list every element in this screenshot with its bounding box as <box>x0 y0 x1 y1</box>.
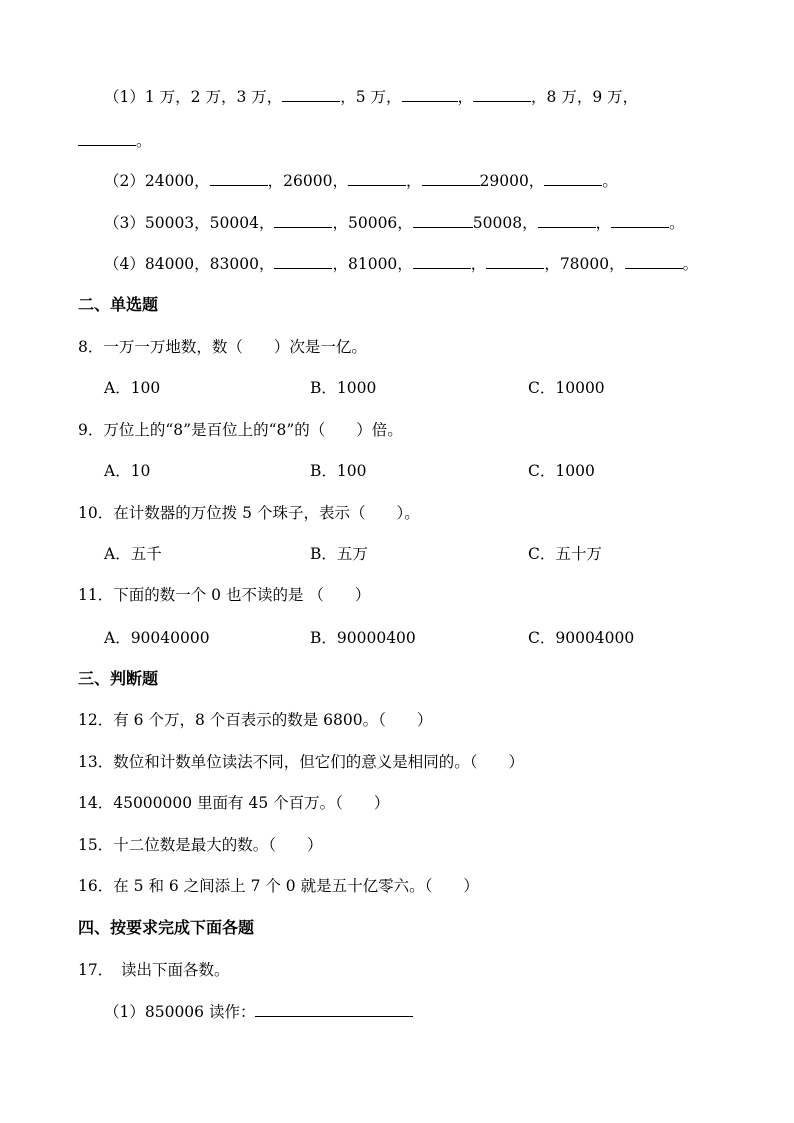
fill-question-4 <box>104 254 698 274</box>
answer-blank[interactable] <box>255 1002 413 1017</box>
question-10-option-b[interactable]: B．五万 <box>310 545 368 563</box>
question-8-option-a[interactable]: A．100 <box>104 379 161 397</box>
section-heading-tasks: 四、按要求完成下面各题 <box>78 918 255 937</box>
question-9-option-c[interactable]: C．1000 <box>528 462 595 480</box>
question-15: 15．十二位数是最大的数。（ ） <box>78 836 323 854</box>
fill-text: （4）84000，83000， <box>104 255 275 273</box>
section-heading-single-choice: 二、单选题 <box>78 295 159 314</box>
answer-blank[interactable] <box>611 213 669 228</box>
question-10-option-c[interactable]: C．五十万 <box>528 545 602 563</box>
answer-blank[interactable] <box>422 171 480 186</box>
sub-question-text: （1）850006 读作： <box>104 1003 256 1021</box>
question-8-option-b[interactable]: B．1000 <box>310 379 377 397</box>
question-8-stem: 8．一万一万地数，数（ ）次是一亿。 <box>78 338 367 356</box>
question-10-option-a[interactable]: A．五千 <box>104 545 162 563</box>
fill-text: 。 <box>136 132 152 150</box>
answer-blank[interactable] <box>282 87 340 102</box>
fill-text: （3）50003，50004， <box>104 214 275 232</box>
fill-text: 29000， <box>479 172 545 190</box>
question-9-option-b[interactable]: B．100 <box>310 462 367 480</box>
fill-text: 。 <box>682 255 699 273</box>
question-16: 16．在 5 和 6 之间添上 7 个 0 就是五十亿零六。（ ） <box>78 877 479 895</box>
answer-blank[interactable] <box>274 254 332 269</box>
fill-text: ，50006， <box>332 214 413 232</box>
fill-text: ， <box>595 214 612 232</box>
question-17-sub-1 <box>104 1002 413 1022</box>
question-11-option-a[interactable]: A．90040000 <box>104 629 210 647</box>
answer-blank[interactable] <box>413 254 471 269</box>
question-14: 14．45000000 里面有 45 个百万。（ ） <box>78 794 390 812</box>
answer-blank[interactable] <box>538 213 596 228</box>
question-13: 13．数位和计数单位读法不同，但它们的意义是相同的。（ ） <box>78 753 524 771</box>
fill-text: ，8 万，9 万， <box>531 88 639 106</box>
answer-blank[interactable] <box>402 87 458 102</box>
answer-blank[interactable] <box>78 131 136 146</box>
fill-text: ， <box>405 172 422 190</box>
fill-text: 。 <box>669 214 685 232</box>
question-11-option-b[interactable]: B．90000400 <box>310 629 416 647</box>
fill-text: ， <box>457 88 474 106</box>
fill-question-3 <box>104 213 685 233</box>
question-9-stem: 9．万位上的“8”是百位上的“8”的（ ）倍。 <box>78 421 403 439</box>
fill-text: ，5 万， <box>340 88 402 106</box>
question-10-stem: 10．在计数器的万位拨 5 个珠子，表示（ ）。 <box>78 504 420 522</box>
answer-blank[interactable] <box>274 213 332 228</box>
answer-blank[interactable] <box>210 171 268 186</box>
answer-blank[interactable] <box>473 87 531 102</box>
fill-text: （1）1 万，2 万，3 万， <box>104 88 283 106</box>
fill-text: ， <box>470 255 487 273</box>
answer-blank[interactable] <box>486 254 544 269</box>
answer-blank[interactable] <box>625 254 683 269</box>
fill-question-1-cont <box>78 131 152 151</box>
question-11-option-c[interactable]: C．90004000 <box>528 629 635 647</box>
question-17-stem: 17． 读出下面各数。 <box>78 961 230 979</box>
question-12: 12．有 6 个万，8 个百表示的数是 6800。（ ） <box>78 711 433 729</box>
fill-text: 。 <box>602 172 618 190</box>
question-11-stem: 11．下面的数一个 0 也不读的是 （ ） <box>78 586 371 604</box>
fill-text: ，26000， <box>267 172 348 190</box>
answer-blank[interactable] <box>544 171 602 186</box>
fill-text: （2）24000， <box>104 172 210 190</box>
question-9-option-a[interactable]: A．10 <box>104 462 151 480</box>
question-8-option-c[interactable]: C．10000 <box>528 379 605 397</box>
section-heading-true-false: 三、判断题 <box>78 669 159 688</box>
fill-question-2 <box>104 171 618 191</box>
answer-blank[interactable] <box>413 213 473 228</box>
fill-text: 50008， <box>472 214 538 232</box>
fill-text: ，81000， <box>332 255 413 273</box>
fill-question-1 <box>104 87 638 107</box>
answer-blank[interactable] <box>348 171 406 186</box>
fill-text: ，78000， <box>544 255 625 273</box>
